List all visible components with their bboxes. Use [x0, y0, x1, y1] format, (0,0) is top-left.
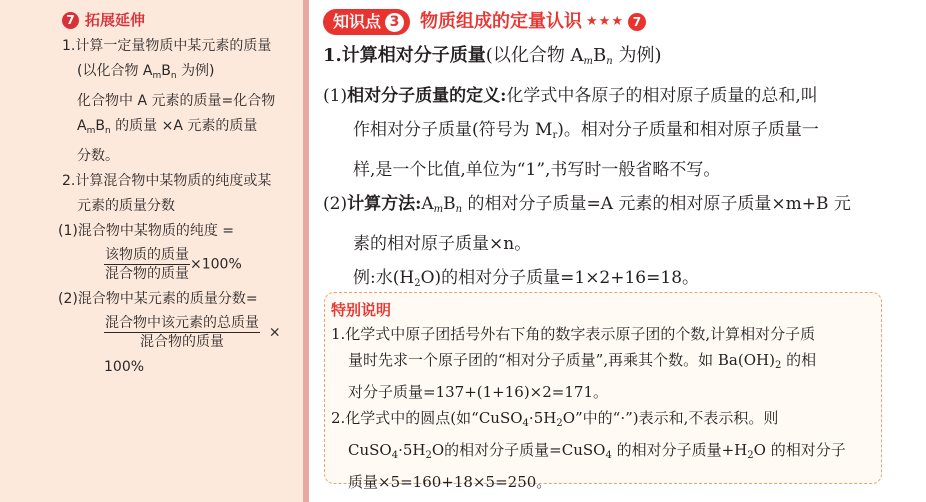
- extension-line: 1.计算一定量物质中某元素的质量: [62, 38, 272, 54]
- extension-line: 100%: [104, 359, 145, 375]
- star-rating-icon: ★★★: [586, 14, 624, 29]
- note-title: 特别说明: [331, 301, 392, 319]
- definition-line: 作相对分子质量(符号为 Mr)。相对分子质量和相对原子质量一: [353, 120, 819, 141]
- note-line: 量时先求一个原子团的“相对分子质量”,再乘其个数。如 $Ba(OH)_2$ 的相: [348, 351, 817, 371]
- mass-fraction-formula: $\frac{\text{混合物中该元素的总质量}}{\text{混合物的质量}}$ ×: [105, 315, 281, 350]
- extension-line: (2)混合物中某元素的质量分数=: [58, 291, 258, 307]
- knowledge-point-header: [323, 9, 926, 35]
- extension-line: (1)混合物中某物质的纯度 =: [58, 223, 235, 239]
- special-note-box: [324, 292, 882, 491]
- note-line: $CuSO_4\cdot 5H_2O$的相对分子质量=CuSO$_4$ 的相对分子质量$+H_2O$ 的相对分子: [348, 441, 846, 461]
- extension-panel: [0, 0, 303, 502]
- note-line: 对分子质量=137+(1+16)×2=171。: [348, 383, 608, 401]
- extension-title: 拓展延伸: [85, 11, 146, 29]
- knowledge-point-tag: 知识点 3: [323, 9, 410, 35]
- fraction: $\frac{\text{该物质的质量}}{\text{混合物的质量}}$: [105, 247, 189, 282]
- definition-line: 样,是一个比值,单位为“1”,书写时一般省略不写。: [353, 160, 721, 180]
- knowledge-point-number: 3: [385, 13, 404, 32]
- extension-line: $A_mB_n$ 的质量 ×A 元素的质量: [77, 118, 258, 136]
- extension-line: (以化合物 $A_mB_n$ 为例): [77, 63, 215, 81]
- example-line: 例:水(H2O)的相对分子质量=1×2+16=18。: [353, 268, 700, 289]
- section-heading: 1.计算相对分子质量(以化合物 AmBn 为例): [323, 45, 662, 67]
- purity-formula: $\frac{\text{该物质的质量}}{\text{混合物的质量}}$ ×100%: [105, 247, 242, 282]
- extension-line: 2.计算混合物中某物质的纯度或某: [62, 173, 272, 189]
- extension-line: 化合物中 A 元素的质量=化合物: [77, 93, 276, 109]
- fraction: $\frac{\text{混合物中该元素的总质量}}{\text{混合物的质量}}$: [105, 315, 259, 350]
- note-line: 1.化学式中原子团括号外右下角的数字表示原子团的个数,计算相对分子质: [331, 325, 816, 343]
- number-badge: 7: [62, 12, 79, 29]
- number-badge: 7: [628, 13, 646, 31]
- definition-line: (1)相对分子质量的定义:化学式中各原子的相对原子质量的总和,叫: [323, 86, 818, 106]
- knowledge-point-title: 物质组成的定量认识: [420, 11, 583, 32]
- note-line: 2.化学式中的圆点(如“$CuSO_4\cdot 5H_2O$”中的“·”)表示和,不表示积。则: [331, 409, 779, 429]
- extension-line: 分数。: [77, 148, 119, 164]
- extension-line: 元素的质量分数: [77, 198, 175, 214]
- note-line: 质量×5=160+18×5=250。: [348, 473, 552, 491]
- extension-header: [62, 8, 303, 33]
- method-line: (2)计算方法:AmBn 的相对分子质量=A 元素的相对原子质量×m+B 元: [323, 194, 851, 215]
- method-line: 素的相对原子质量×n。: [353, 234, 532, 254]
